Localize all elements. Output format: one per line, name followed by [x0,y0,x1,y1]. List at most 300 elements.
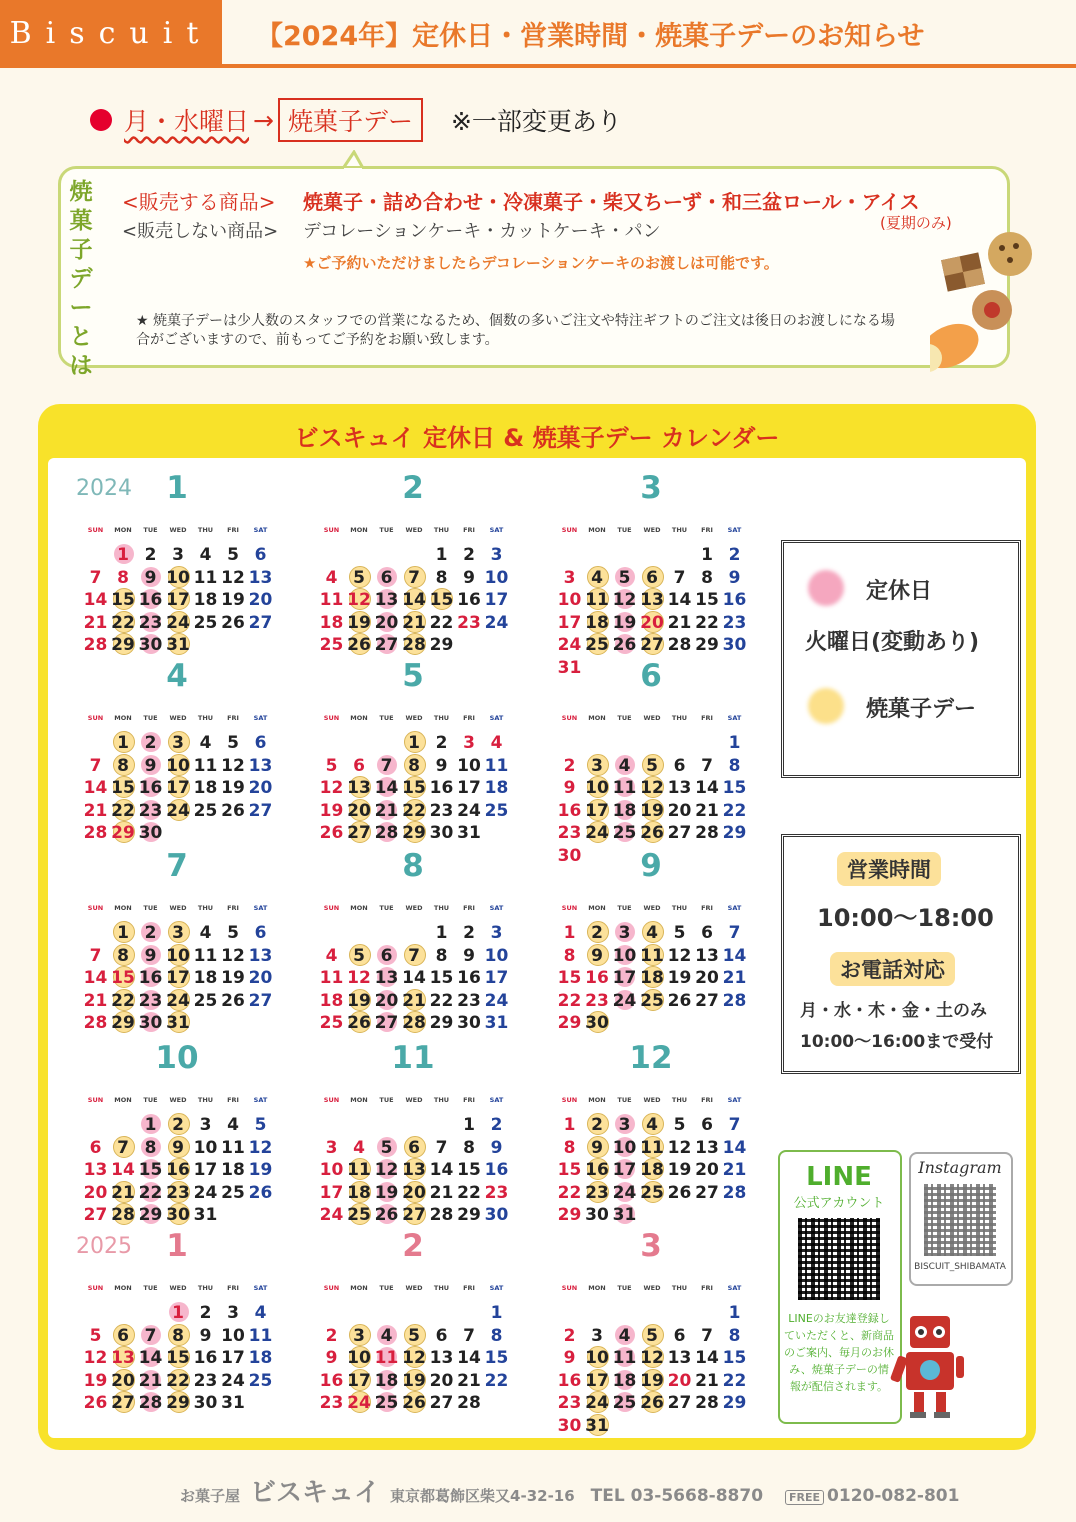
bake-day: 24 [585,1393,609,1413]
footer-shop-prefix: お菓子屋 [180,1487,241,1505]
calendar-day: 15 [484,1348,509,1368]
calendar-day: 12 [221,755,245,776]
weekday-header: MON [350,526,368,534]
bake-day: 18 [640,968,664,988]
calendar-day: 24 [457,800,481,821]
footer-free-number: 0120-082-801 [827,1486,960,1506]
bake-day: 8 [165,1325,192,1347]
month-number: 1 [166,470,188,506]
calendar-day: 7 [89,945,102,966]
weekday-header: THU [671,904,688,912]
month-number: 9 [640,848,662,884]
calendar-day: 7 [89,755,102,776]
phone-label: お電話対応 [830,952,955,986]
bake-day: 1 [110,732,137,754]
closed-day: 18 [612,800,637,821]
bake-day: 17 [166,590,190,610]
calendar-day: 30 [484,1205,509,1225]
closed-day: 10 [612,1137,637,1158]
weekday-header: MON [114,714,132,722]
calendar-day: 3 [591,1325,603,1346]
instagram-qr-code[interactable] [924,1184,996,1256]
calendar-day: 25 [319,1013,344,1033]
bake-day: 26 [347,635,371,655]
calendar-day: 7 [728,923,741,943]
calendar-day: 5 [227,545,239,565]
calendar-day: 15 [557,968,582,988]
instagram-handle: BISCUIT_SHIBAMATA [914,1262,1006,1272]
bake-day: 21 [111,1182,135,1203]
calendar-day: 20 [667,800,692,821]
calendar-day: 20 [667,1370,692,1391]
calendar-day: 1 [563,923,576,943]
closed-day: 3 [611,1114,638,1136]
weekday-header: TUE [617,526,632,534]
closed-day: 5 [611,567,638,589]
year-label: 2025 [76,1234,132,1259]
closed-day: 5 [373,1137,400,1159]
calendar-day: 26 [221,800,245,821]
closed-day: 16 [138,590,163,610]
bake-day: 5 [639,755,666,777]
calendar-day: 19 [319,800,344,821]
weekday-header: WED [405,904,423,912]
calendar-day: 23 [484,1182,509,1203]
bake-day: 19 [640,800,664,821]
closed-day: 16 [138,968,163,988]
year-label: 2024 [76,476,132,501]
sell-heading: <販売する商品> [122,190,276,214]
calendar-day: 17 [484,590,509,610]
calendar-day: 1 [728,1303,741,1323]
calendar-day: 13 [667,778,692,798]
arrow-icon: → [253,105,274,135]
bake-day: 30 [585,1013,609,1033]
calendar-day: 22 [429,612,454,633]
weekday-header: THU [671,714,688,722]
bake-day: 11 [347,1160,371,1180]
calendar-day: 2 [463,545,475,565]
calendar-day: 22 [429,990,454,1011]
calendar-day: 27 [429,1393,454,1413]
calendar-day: 21 [695,800,719,821]
calendar-day: 30 [429,823,454,843]
calendar-day: 2 [563,1325,576,1346]
calendar-day: 29 [457,1205,481,1225]
calendar-day: 9 [199,1325,212,1346]
closed-day: 11 [612,1348,637,1368]
bake-day: 10 [347,1348,371,1368]
calendar-day: 21 [722,968,747,988]
closed-day: 4 [611,755,638,777]
bake-day: 7 [110,1137,137,1159]
calendar-day: 14 [83,590,108,610]
bake-day: 22 [111,800,135,821]
calendar-day: 13 [667,1348,692,1368]
calendar-day: 5 [673,923,686,943]
closed-day: 18 [374,1370,399,1391]
calendar-day: 25 [248,1370,273,1391]
calendar-day: 12 [221,945,245,966]
closed-day: 26 [612,635,637,655]
closed-day: 13 [374,590,399,610]
footer-shop-name: ビスキュイ [250,1478,381,1508]
bake-day: 31 [166,1013,190,1033]
bake-day: 8 [401,755,428,777]
weekday-header: FRI [701,526,713,534]
closed-day: 27 [374,1013,399,1033]
weekday-header: FRI [227,714,239,722]
calendar-day: 2 [435,733,448,753]
closed-day: 24 [612,990,637,1011]
weekday-header: MON [350,1284,368,1292]
weekday-header: WED [643,1096,661,1104]
closed-day: 6 [373,567,400,589]
month-number: 12 [629,1040,673,1076]
legend-bake: 焼菓子デー [866,697,977,722]
bake-day: 26 [640,1393,664,1413]
bake-day-rule [90,100,622,140]
weekday-header: SUN [323,526,340,534]
weekday-header: SUN [561,1284,578,1292]
bake-day: 2 [584,1114,611,1136]
weekday-header: WED [643,1284,661,1292]
calendar-day: 13 [429,1348,454,1368]
calendar-day: 23 [585,990,609,1011]
bake-day: 19 [640,1370,664,1391]
weekday-header: SUN [561,526,578,534]
weekday-header: WED [405,714,423,722]
bake-day: 24 [166,990,190,1011]
robot-mascot-icon [890,1312,966,1422]
bake-day: 18 [347,1182,371,1203]
bake-day: 13 [347,778,371,798]
calendar-day: 14 [83,778,108,798]
bake-day: 4 [639,922,666,944]
calendar-day: 9 [325,1348,338,1368]
weekday-header: SAT [489,714,504,722]
calendar-day: 1 [435,545,448,565]
calendar-day: 10 [193,1137,218,1158]
calendar-day: 28 [83,635,108,655]
month-number: 5 [402,658,424,694]
calendar-day: 7 [701,1325,713,1346]
bake-day: 23 [166,1182,190,1203]
bake-day: 15 [429,590,454,610]
footer-free-dial[interactable] [785,1486,959,1506]
weekday-header: FRI [701,904,713,912]
calendar-day: 7 [673,567,686,588]
weekday-header: MON [114,1284,132,1292]
calendar-day: 27 [248,990,273,1011]
bake-day: 3 [346,1325,373,1347]
bake-day: 10 [585,1348,609,1368]
weekday-header: SUN [561,714,578,722]
month-number: 7 [166,848,188,884]
line-qr-code[interactable] [798,1218,880,1300]
calendar-day: 8 [728,1325,741,1346]
weekday-header: FRI [463,714,475,722]
bake-day: 19 [347,990,371,1011]
calendar-day: 28 [695,1393,719,1413]
calendar-day: 2 [728,545,741,565]
calendar-day: 15 [457,1160,481,1180]
calendar-day: 9 [435,755,448,776]
footer-tel[interactable]: TEL 03-5668-8870 [590,1486,764,1506]
calendar-day: 16 [722,590,747,610]
calendar-day: 20 [248,968,273,988]
calendar-day: 25 [484,800,509,821]
weekday-header: WED [643,526,661,534]
calendar-day: 30 [457,1013,481,1033]
weekday-header: MON [114,526,132,534]
closed-day: 16 [138,778,163,798]
calendar-day: 27 [695,990,719,1011]
closed-day: 25 [374,1393,399,1413]
weekday-header: MON [350,1096,368,1104]
bake-day: 22 [111,612,135,633]
bake-day: 12 [640,1348,664,1368]
calendar-day: 20 [695,968,719,988]
calendar-day: 27 [695,1182,719,1203]
calendar-day: 6 [701,1115,713,1135]
calendar-day: 2 [144,545,157,565]
calendar-day: 16 [193,1348,218,1368]
bake-day: 25 [347,1205,371,1225]
calendar-day: 16 [457,590,481,610]
weekday-header: WED [169,714,187,722]
calendar-day: 28 [83,1013,108,1033]
bake-day: 12 [402,1348,426,1368]
weekday-header: SAT [253,1096,268,1104]
calendar-day: 11 [319,590,344,610]
calendar-day: 17 [457,778,481,798]
calendar-day: 28 [457,1393,481,1413]
bake-day: 19 [347,612,371,633]
calendar-day: 22 [695,612,719,633]
bake-day: 16 [166,1160,190,1180]
calendar-day: 26 [319,823,344,843]
calendar-day: 26 [667,1182,692,1203]
closed-day: 21 [374,800,399,821]
bake-day: 5 [346,945,373,967]
bake-day: 13 [640,590,664,610]
closed-day: 11 [374,1348,399,1368]
closed-day: 1 [137,1114,164,1136]
weekday-header: WED [643,714,661,722]
calendar-day: 18 [221,1160,245,1180]
bake-day: 26 [402,1393,426,1413]
calendar-day: 11 [193,945,218,966]
bake-day: 7 [401,945,428,967]
bake-day: 27 [402,1205,426,1225]
weekday-header: TUE [379,714,394,722]
bake-day: 20 [111,1370,135,1391]
calendar-day: 9 [728,567,741,588]
bake-day: 25 [640,990,664,1011]
bake-day: 19 [402,1370,426,1391]
bake-day: 3 [165,732,192,754]
sell-note: (夏期のみ) [880,214,952,232]
closed-day: 14 [374,778,399,798]
calendar-day: 25 [193,800,218,821]
weekday-header: THU [433,1096,450,1104]
closed-day: 27 [374,635,399,655]
calendar-day: 26 [221,612,245,633]
calendar-day: 23 [722,612,747,633]
bake-day: 17 [585,800,609,821]
closed-day: 9 [137,755,164,777]
weekday-header: TUE [143,714,158,722]
calendar-day: 21 [83,990,108,1011]
weekday-header: FRI [227,1284,239,1292]
calendar-day: 3 [199,1115,212,1135]
weekday-header: SUN [561,904,578,912]
line-subtitle: 公式アカウント [793,1196,885,1211]
free-dial-icon: FREE [785,1490,824,1505]
closed-day: 13 [374,968,399,988]
line-description: LINEのお友達登録していただくと、新商品のご案内、毎月のお休み、焼菓子デーの情報が配信されます。 [784,1312,894,1393]
calendar-day: 14 [457,1348,481,1368]
calendar-day: 14 [667,590,692,610]
calendar-day: 15 [557,1160,582,1180]
rule-note: ※一部変更あり [450,107,622,136]
calendar-day: 19 [83,1370,108,1391]
calendar-day: 8 [728,755,741,776]
bake-day: 28 [402,635,426,655]
calendar-day: 19 [221,778,245,798]
bake-day: 31 [166,635,190,655]
weekday-header: SAT [727,714,742,722]
phone-days: 月・水・木・金・土のみ [800,1001,987,1021]
closed-day-swatch-icon [808,570,844,606]
calendar-day: 11 [248,1325,273,1346]
weekday-header: WED [405,526,423,534]
closed-day: 2 [137,922,164,944]
closed-day: 22 [138,1182,163,1203]
calendar-day: 5 [227,923,239,943]
calendar-day: 29 [429,1013,454,1033]
bake-day: 5 [401,1325,428,1347]
bake-day: 12 [347,590,371,610]
calendar-day: 31 [484,1013,509,1033]
calendar-day: 18 [193,590,218,610]
calendar-day: 19 [667,1160,692,1180]
weekday-header: SUN [87,1096,104,1104]
calendar-day: 11 [319,968,344,988]
weekday-header: TUE [379,904,394,912]
weekday-header: WED [169,526,187,534]
bake-day: 6 [401,1137,428,1159]
calendar-day: 4 [227,1115,239,1135]
bake-day: 9 [584,945,611,967]
weekday-header: TUE [617,1284,632,1292]
bake-day: 21 [402,990,426,1011]
weekday-header: MON [350,714,368,722]
bake-day: 3 [165,922,192,944]
calendar-day: 4 [325,945,338,966]
calendar-day: 6 [254,733,267,753]
month-number: 4 [166,658,188,694]
weekday-header: SUN [323,1284,340,1292]
calendar-day: 28 [722,1182,747,1203]
calendar-day: 5 [227,733,239,753]
weekday-header: SUN [323,904,340,912]
calendar-day: 4 [199,733,212,753]
calendar-day: 29 [557,1205,582,1225]
bake-day: 15 [166,1348,190,1368]
calendar-day: 5 [254,1115,267,1135]
closed-day: 19 [612,612,637,633]
bake-day: 1 [110,922,137,944]
calendar-day: 7 [435,1137,448,1158]
calendar-day: 14 [722,945,747,966]
calendar-day: 2 [490,1115,503,1135]
calendar-day: 11 [193,755,218,776]
weekday-header: SUN [323,1096,340,1104]
bake-day: 9 [165,1137,192,1159]
closed-day: 30 [138,823,163,843]
calendar-day: 22 [722,1370,747,1391]
calendar-day: 30 [722,635,747,655]
bake-day: 27 [111,1393,135,1413]
bake-day: 12 [640,778,664,798]
bake-day: 4 [639,1114,666,1136]
bake-day: 4 [584,567,611,589]
weekday-header: THU [197,904,214,912]
calendar-day: 4 [490,733,503,753]
calendar-day: 14 [429,1160,454,1180]
calendar-day: 24 [193,1182,218,1203]
calendar-day: 16 [484,1160,509,1180]
calendar-day: 25 [193,990,218,1011]
weekday-header: WED [169,904,187,912]
weekday-header: THU [197,1096,214,1104]
calendar-day: 24 [557,635,582,655]
weekday-header: THU [671,1284,688,1292]
phone-time: 10:00〜16:00まで受付 [800,1032,994,1052]
bake-day: 22 [166,1370,190,1391]
calendar-day: 27 [83,1205,108,1225]
calendar-day: 30 [557,1415,582,1436]
closed-day: 28 [138,1393,163,1413]
bake-day: 25 [585,635,609,655]
calendar-day: 2 [563,755,576,776]
calendar-day: 24 [484,612,509,633]
bake-day: 20 [402,1182,426,1203]
weekday-header: SAT [489,1284,504,1292]
weekday-header: TUE [143,526,158,534]
weekday-header: TUE [617,904,632,912]
calendar-day: 4 [199,545,212,565]
bake-day: 5 [346,567,373,589]
weekday-header: SAT [727,1284,742,1292]
bake-day: 5 [639,1325,666,1347]
calendar-day: 19 [248,1160,273,1180]
weekday-header: FRI [463,1096,475,1104]
weekday-header: FRI [463,1284,475,1292]
calendar-day: 10 [484,567,509,588]
bake-day: 11 [585,590,609,610]
calendar-day: 13 [695,945,719,966]
calendar-day: 23 [457,990,481,1011]
calendar-day: 31 [221,1393,245,1413]
weekday-header: FRI [701,1284,713,1292]
calendar-day: 5 [325,755,338,776]
calendar-day: 15 [722,778,747,798]
closed-day: 3 [611,922,638,944]
bake-day: 14 [402,590,426,610]
